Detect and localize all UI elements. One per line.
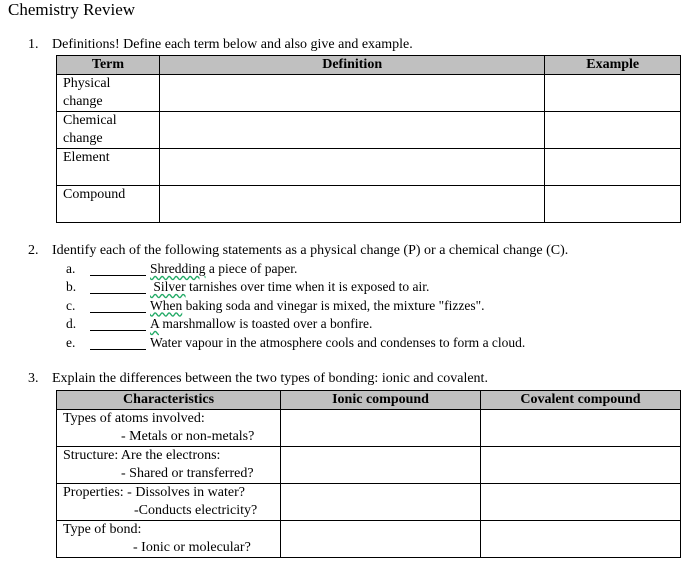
page-title: Chemistry Review bbox=[8, 0, 136, 19]
table-row bbox=[57, 186, 681, 223]
term-cell: Element bbox=[57, 149, 160, 186]
covalent-cell[interactable] bbox=[481, 410, 681, 447]
answer-blank[interactable] bbox=[90, 279, 146, 294]
term-cell: Compound bbox=[57, 186, 160, 223]
definition-cell[interactable] bbox=[159, 186, 544, 223]
item-letter: e. bbox=[66, 334, 76, 350]
table-header: Covalent compound bbox=[481, 391, 681, 410]
table-row bbox=[57, 75, 681, 112]
term-cell: Physical change bbox=[57, 75, 160, 112]
table-row bbox=[57, 112, 681, 149]
question-text: Identify each of the following statements as a physical change (P) or a chemical change (C). bbox=[52, 243, 569, 258]
table-header: Term bbox=[57, 56, 160, 75]
table-row bbox=[57, 149, 681, 186]
term-cell: Chemical change bbox=[57, 112, 160, 149]
answer-blank[interactable] bbox=[90, 261, 146, 276]
definition-cell[interactable] bbox=[159, 75, 544, 112]
example-cell[interactable] bbox=[545, 75, 681, 112]
example-cell[interactable] bbox=[545, 112, 681, 149]
ionic-cell[interactable] bbox=[281, 410, 481, 447]
table-header: Ionic compound bbox=[281, 391, 481, 410]
question-number: 2. bbox=[28, 243, 39, 258]
example-cell[interactable] bbox=[545, 186, 681, 223]
table-header: Example bbox=[545, 56, 681, 75]
covalent-cell[interactable] bbox=[481, 521, 681, 558]
table-row bbox=[57, 484, 681, 521]
statement-text: Silver tarnishes over time when it is exposed to air. bbox=[150, 279, 430, 295]
definition-cell[interactable] bbox=[159, 149, 544, 186]
table-header: Characteristics bbox=[57, 391, 281, 410]
answer-blank[interactable] bbox=[90, 316, 146, 331]
statement-text: When baking soda and vinegar is mixed, the mixture "fizzes". bbox=[150, 297, 485, 313]
ionic-cell[interactable] bbox=[281, 484, 481, 521]
item-letter: c. bbox=[66, 297, 76, 313]
statement-text: Water vapour in the atmosphere cools and condenses to form a cloud. bbox=[150, 334, 526, 350]
answer-blank[interactable] bbox=[90, 335, 146, 350]
answer-blank[interactable] bbox=[90, 298, 146, 313]
table-row bbox=[57, 521, 681, 558]
definitions-table bbox=[56, 55, 681, 223]
bonding-table bbox=[56, 390, 681, 558]
example-cell[interactable] bbox=[545, 149, 681, 186]
item-letter: d. bbox=[66, 316, 77, 332]
question-number: 1. bbox=[28, 37, 39, 52]
characteristic-cell: Properties: - Dissolves in water? -Conducts electricity? bbox=[57, 484, 281, 521]
statement-text: A marshmallow is toasted over a bonfire. bbox=[150, 316, 373, 332]
question-number: 3. bbox=[28, 371, 39, 386]
question-text: Explain the differences between the two types of bonding: ionic and covalent. bbox=[52, 371, 488, 386]
question-text: Definitions! Define each term below and also give and example. bbox=[52, 37, 413, 52]
ionic-cell[interactable] bbox=[281, 447, 481, 484]
ionic-cell[interactable] bbox=[281, 521, 481, 558]
covalent-cell[interactable] bbox=[481, 447, 681, 484]
covalent-cell[interactable] bbox=[481, 484, 681, 521]
table-row bbox=[57, 410, 681, 447]
item-letter: a. bbox=[66, 261, 76, 276]
definition-cell[interactable] bbox=[159, 112, 544, 149]
characteristic-cell: Type of bond: - Ionic or molecular? bbox=[57, 521, 281, 558]
table-row bbox=[57, 447, 681, 484]
item-letter: b. bbox=[66, 279, 77, 295]
table-header: Definition bbox=[159, 56, 544, 75]
characteristic-cell: Types of atoms involved: - Metals or non-metals? bbox=[57, 410, 281, 447]
statement-text: Shredding a piece of paper. bbox=[150, 261, 298, 276]
characteristic-cell: Structure: Are the electrons: - Shared or transferred? bbox=[57, 447, 281, 484]
